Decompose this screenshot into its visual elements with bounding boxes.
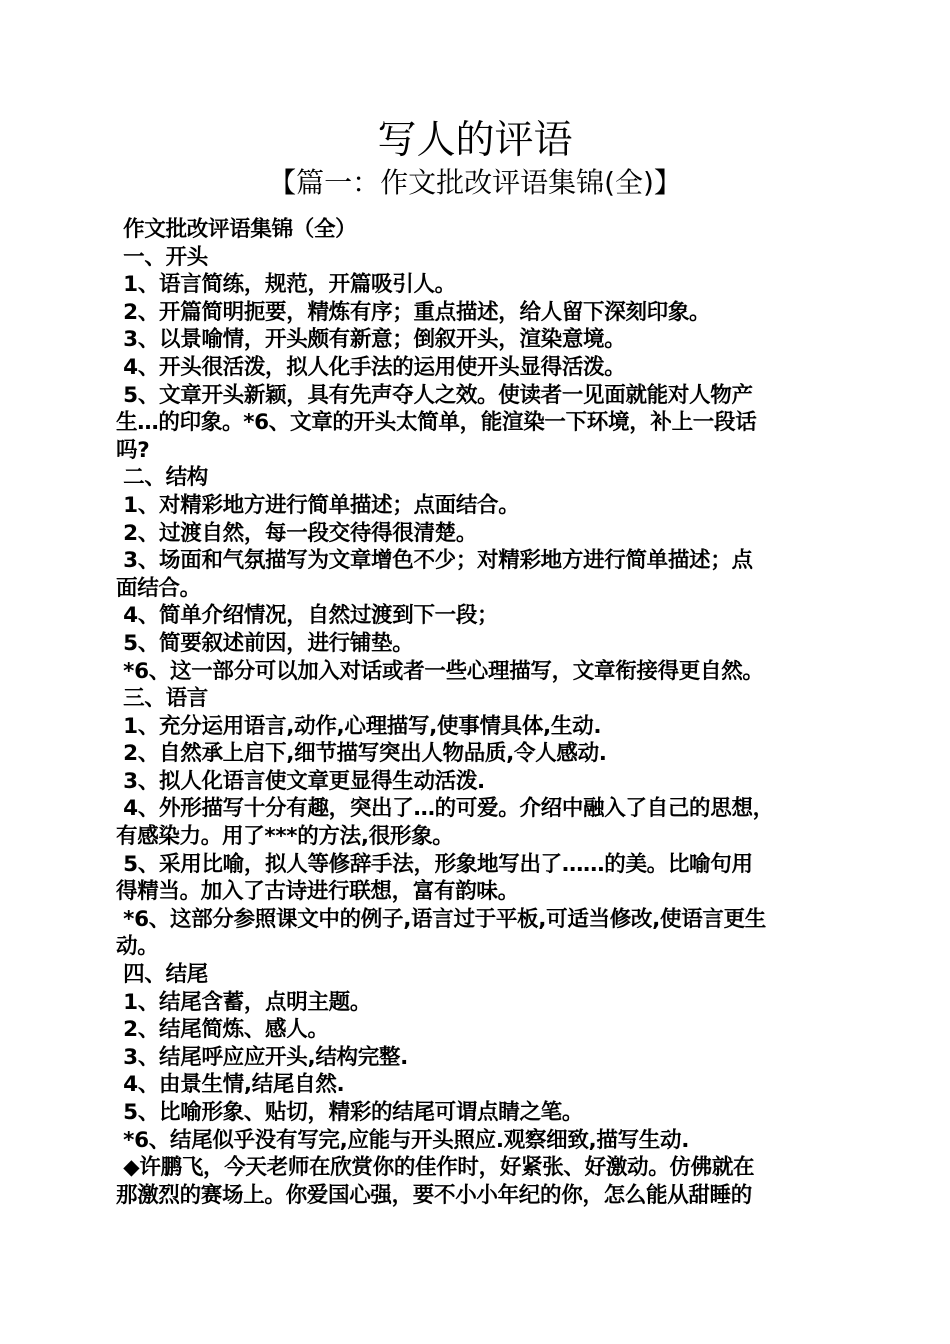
text-line: 4、由景生情,结尾自然. — [116, 1072, 345, 1098]
text-line: 三、语言 — [116, 686, 208, 712]
text-line: 4、外形描写十分有趣，突出了…的可爱。介绍中融入了自己的思想， — [116, 796, 774, 822]
text-line: 那激烈的赛场上。你爱国心强，要不小小年纪的你，怎么能从甜睡的 — [116, 1182, 753, 1208]
text-line: 5、比喻形象、贴切，精彩的结尾可谓点睛之笔。 — [116, 1100, 584, 1125]
text-line: 2、开篇简明扼要，精炼有序；重点描述，给人留下深刻印象。 — [116, 299, 711, 325]
text-line: 二、结构 — [116, 465, 208, 491]
text-line: 2、过渡自然，每一段交待得很清楚。 — [116, 520, 478, 546]
text-line: 面结合。 — [116, 575, 201, 601]
text-line: 4、简单介绍情况，自然过渡到下一段； — [116, 603, 499, 629]
text-line: 动。 — [116, 934, 159, 960]
text-line: 1、结尾含蓄，点明主题。 — [116, 989, 372, 1015]
text-line: *6、这部分参照课文中的例子,语言过于平板,可适当修改,使语言更生 — [116, 906, 766, 932]
text-line: 5、简要叙述前因，进行铺垫。 — [116, 630, 414, 656]
text-line: 四、结尾 — [116, 962, 208, 988]
text-line: 3、拟人化语言使文章更显得生动活泼. — [116, 768, 485, 794]
text-line: 作文批改评语集锦（全） — [116, 217, 357, 242]
text-line: 生…的印象。*6、文章的开头太简单，能渲染一下环境，补上一段话 — [116, 410, 757, 436]
text-line: *6、结尾似乎没有写完,应能与开头照应.观察细致,描写生动. — [116, 1127, 690, 1153]
text-line: 5、文章开头新颖，具有先声夺人之效。使读者一见面就能对人物产 — [116, 382, 753, 408]
text-line: 一、开头 — [116, 244, 208, 270]
text-line: 1、充分运用语言,动作,心理描写,使事情具体,生动. — [116, 713, 602, 739]
text-line: 2、自然承上启下,细节描写突出人物品质,令人感动. — [116, 741, 607, 767]
document-title: 写人的评语 — [377, 118, 573, 163]
text-line: ◆许鹏飞，今天老师在欣赏你的佳作时，好紧张、好激动。仿佛就在 — [116, 1155, 755, 1181]
text-line: 有感染力。用了***的方法,很形象。 — [116, 824, 454, 850]
text-line: 1、对精彩地方进行简单描述；点面结合。 — [116, 492, 520, 518]
text-line: 1、语言简练，规范，开篇吸引人。 — [116, 272, 456, 298]
text-line: 2、结尾简炼、感人。 — [116, 1017, 329, 1043]
text-line: 3、结尾呼应应开头,结构完整. — [116, 1044, 408, 1070]
text-line: 4、开头很活泼，拟人化手法的运用使开头显得活泼。 — [116, 354, 626, 380]
text-line: 吗? — [116, 437, 150, 463]
text-line: 3、场面和气氛描写为文章增色不少；对精彩地方进行简单描述；点 — [116, 548, 753, 574]
text-line: *6、这一部分可以加入对话或者一些心理描写，文章衔接得更自然。 — [116, 658, 764, 684]
text-line: 5、采用比喻，拟人等修辞手法，形象地写出了……的美。比喻句用 — [116, 851, 753, 877]
document-subtitle: 【篇一：作文批改评语集锦(全)】 — [268, 166, 682, 199]
document-body — [116, 216, 840, 1209]
text-line: 得精当。加入了古诗进行联想，富有韵味。 — [116, 879, 519, 905]
text-line: 3、以景喻情，开头颇有新意；倒叙开头，渲染意境。 — [116, 327, 626, 353]
